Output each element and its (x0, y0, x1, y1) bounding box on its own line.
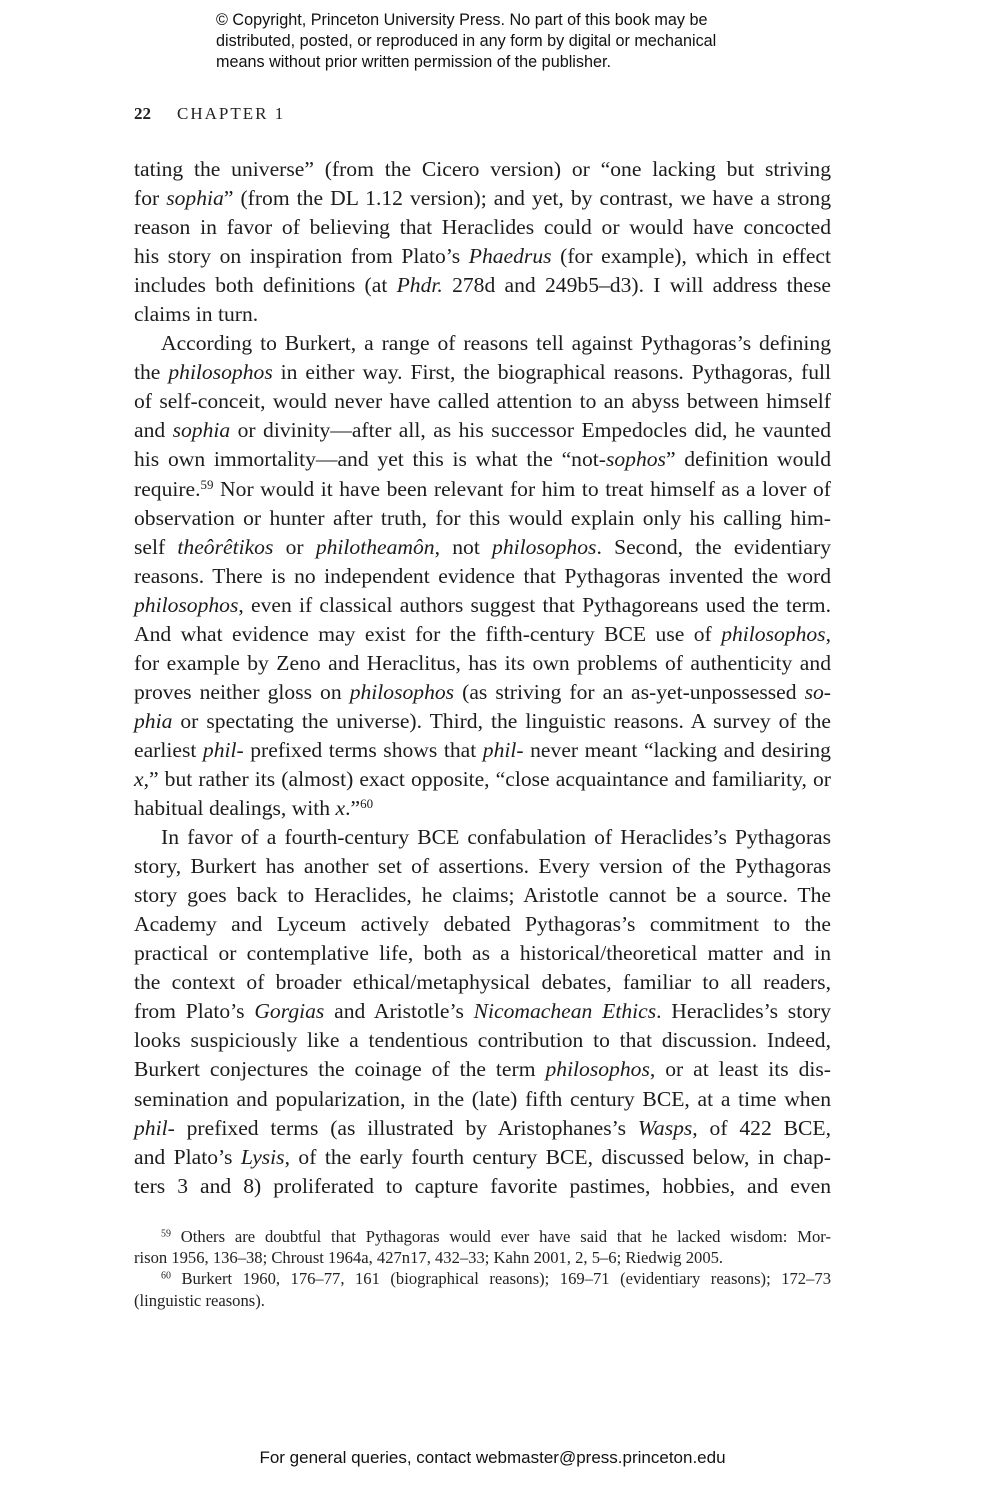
body-line (134, 910, 831, 939)
footnote-ref: 59 (200, 476, 214, 492)
text-run: practical or contemplative life, both as a historical/theoretical matter and in (134, 941, 831, 966)
text-run: includes both definitions (at (134, 273, 397, 298)
text-run: habitual dealings, with (134, 796, 336, 821)
body-line (134, 445, 831, 474)
body-line (134, 968, 831, 997)
italic-term: phil- (482, 737, 524, 762)
text-run: his own immortality—and yet this is what the “not- (134, 447, 606, 472)
footnote-ref: 60 (360, 795, 374, 811)
text-run: reason in favor of believing that Heraclides could or would have concocted (134, 215, 831, 240)
text-run: for example by Zeno and Heraclitus, has its own problems of authenticity and (134, 650, 831, 675)
body-line (134, 504, 831, 533)
italic-term: sophos (605, 447, 666, 472)
body-line (134, 881, 831, 910)
text-run: claims in turn. (134, 302, 259, 327)
text-run: ters 3 and 8) proliferated to capture favorite pastimes, hobbies, and even (134, 1173, 831, 1198)
text-run: or spectating the universe). Third, the linguistic reasons. A survey of the (172, 708, 831, 733)
text-run: story, Burkert has another set of assertions. Every version of the Pythagoras (134, 854, 831, 879)
body-line (134, 242, 831, 271)
text-run: of self-conceit, would never have called attention to an abyss between himself (134, 389, 831, 414)
text-run: story goes back to Heraclides, he claims; Aristotle cannot be a source. The (134, 883, 831, 908)
body-line (134, 939, 831, 968)
text-run: ” definition would (665, 447, 832, 472)
body-line (134, 155, 831, 184)
running-head (134, 104, 285, 124)
body-line (134, 823, 831, 852)
text-run: rison 1956, 136–38; Chroust 1964a, 427n17, 432–33; Kahn 2001, 2, 5–6; Riedwig 2005. (134, 1248, 724, 1268)
text-run: Nor would it have been relevant for him to treat himself as a lover of (213, 476, 831, 501)
text-run: Others are doubtful that Pythagoras would ever have said that he lacked wisdom: Mor- (170, 1227, 831, 1246)
italic-term: phil- (202, 737, 244, 762)
body-line (134, 475, 831, 504)
text-run: And what evidence may exist for the fifth-century BCE use of (134, 621, 722, 646)
text-run: . Second, the evidentiary (596, 534, 831, 559)
body-line (134, 1055, 831, 1084)
footnote-line (134, 1247, 831, 1268)
body-line (134, 358, 831, 387)
text-run: proves neither gloss on (134, 679, 350, 704)
body-line (134, 678, 831, 707)
footnote-ref: 60 (161, 1270, 171, 1282)
text-run: for (134, 186, 167, 211)
italic-term: philosophos (349, 679, 455, 704)
italic-term: philotheamôn (315, 534, 435, 559)
text-run: , not (434, 534, 493, 559)
body-line (134, 1085, 831, 1114)
text-run: (linguistic reasons). (134, 1290, 265, 1310)
text-run: or (273, 534, 316, 559)
body-line (134, 1172, 831, 1201)
italic-term: phia (134, 708, 173, 733)
footnote-line (134, 1290, 831, 1311)
body-line (134, 213, 831, 242)
italic-term: x (335, 796, 346, 821)
body-line (134, 997, 831, 1026)
body-line (134, 562, 831, 591)
text-run: 278d and 249b5–d3). I will address these (442, 273, 831, 298)
text-run: , of 422 BCE, (692, 1115, 831, 1140)
text-run: , of the early fourth century BCE, discussed below, in chap- (284, 1144, 831, 1169)
footer-contact: For general queries, contact webmaster@press.princeton.edu (259, 1448, 726, 1467)
footnotes (134, 1226, 831, 1311)
text-run: prefixed terms (as illustrated by Aristophanes’s (174, 1115, 638, 1140)
text-run: observation or hunter after truth, for this would explain only his calling him- (134, 505, 831, 530)
body-line (134, 416, 831, 445)
italic-term: Wasps (637, 1115, 693, 1140)
italic-term: philosophos (168, 360, 273, 385)
text-run: never meant “lacking and desiring (523, 737, 831, 762)
text-run: his story on inspiration from Plato’s (134, 244, 469, 269)
body-line (134, 271, 831, 300)
text-run: Burkert conjectures the coinage of the term (134, 1057, 546, 1082)
text-run: , or at least its dis- (649, 1057, 831, 1082)
italic-term: x (134, 766, 144, 791)
italic-term: so- (804, 679, 832, 704)
body-line (134, 736, 831, 765)
text-run: prefixed terms shows that (243, 737, 483, 762)
body-line (134, 387, 831, 416)
chapter-label: CHAPTER 1 (177, 104, 286, 123)
text-run: . Heraclides’s story (656, 999, 831, 1024)
text-run: ” (from the DL 1.12 version); and yet, by contrast, we have a strong (223, 186, 831, 211)
footnote-ref: 59 (161, 1228, 171, 1240)
text-run: semination and popularization, in the (late) fifth century BCE, at a time when (134, 1086, 831, 1111)
copyright-line: means without prior written permission of the publisher. (216, 53, 611, 71)
footnote-line (134, 1226, 831, 1247)
text-run: , (825, 621, 831, 646)
text-run: According to Burkert, a range of reasons tell against Pythagoras’s defining (161, 331, 831, 356)
italic-term: sophia (166, 186, 224, 211)
body-line (134, 1026, 831, 1055)
italic-term: philosophos (134, 592, 239, 617)
italic-term: philosophos (721, 621, 826, 646)
text-run: earliest (134, 737, 203, 762)
body-line (134, 620, 831, 649)
text-run: Academy and Lyceum actively debated Pythagoras’s commitment to the (134, 912, 831, 937)
body-line (134, 649, 831, 678)
text-run: and Aristotle’s (324, 999, 474, 1024)
copyright-notice (216, 10, 856, 73)
text-run: (for example), which in effect (551, 244, 831, 269)
text-run: and (134, 418, 173, 443)
text-run: the (134, 360, 169, 385)
copyright-line: distributed, posted, or reproduced in any form by digital or mechanical (216, 32, 717, 50)
body-line (134, 329, 831, 358)
body-text (134, 155, 831, 1201)
body-line (134, 184, 831, 213)
italic-term: Phdr. (396, 273, 443, 298)
text-run: (as striving for an as-yet-unpossessed (454, 679, 805, 704)
body-line (134, 707, 831, 736)
italic-term: Nicomachean Ethics (473, 999, 657, 1024)
text-run: or divinity—after all, as his successor Empedocles did, he vaunted (230, 418, 831, 443)
body-line (134, 765, 831, 794)
body-line (134, 1114, 831, 1143)
text-run: reasons. There is no independent evidence that Pythagoras invented the word (134, 563, 831, 588)
text-run: and Plato’s (134, 1144, 241, 1169)
text-run: self (134, 534, 178, 559)
text-run: , even if classical authors suggest that Pythagoreans used the term. (238, 592, 831, 617)
footnote-line (134, 1268, 831, 1289)
text-run: looks suspiciously like a tendentious contribution to that discussion. Indeed, (134, 1028, 831, 1053)
italic-term: sophia (172, 418, 231, 443)
body-line (134, 852, 831, 881)
text-run: require. (134, 476, 201, 501)
text-run: .” (345, 796, 361, 821)
page-number: 22 (134, 104, 151, 123)
body-line (134, 591, 831, 620)
italic-term: philosophos (545, 1057, 650, 1082)
italic-term: Gorgias (254, 999, 325, 1024)
italic-term: Phaedrus (468, 244, 552, 269)
copyright-line: © Copyright, Princeton University Press. No part of this book may be (216, 11, 708, 29)
body-line (134, 1143, 831, 1172)
italic-term: Lysis (240, 1144, 285, 1169)
text-run: from Plato’s (134, 999, 255, 1024)
body-line (134, 533, 831, 562)
text-run: ,” but rather its (almost) exact opposite, “close acquaintance and familiarity, or (143, 766, 831, 791)
body-line (134, 300, 831, 329)
italic-term: theôrêtikos (177, 534, 274, 559)
italic-term: philosophos (492, 534, 597, 559)
text-run: Burkert 1960, 176–77, 161 (biographical reasons); 169–71 (evidentiary reasons); 172–73 (170, 1269, 831, 1289)
text-run: tating the universe” (from the Cicero version) or “one lacking but striving (134, 157, 831, 181)
text-run: in either way. First, the biographical reasons. Pythagoras, full (272, 360, 832, 385)
text-run: the context of broader ethical/metaphysical debates, familiar to all readers, (134, 970, 831, 995)
body-line (134, 794, 831, 823)
text-run: In favor of a fourth-century BCE confabulation of Heraclides’s Pythagoras (161, 825, 831, 850)
italic-term: phil- (134, 1115, 175, 1140)
